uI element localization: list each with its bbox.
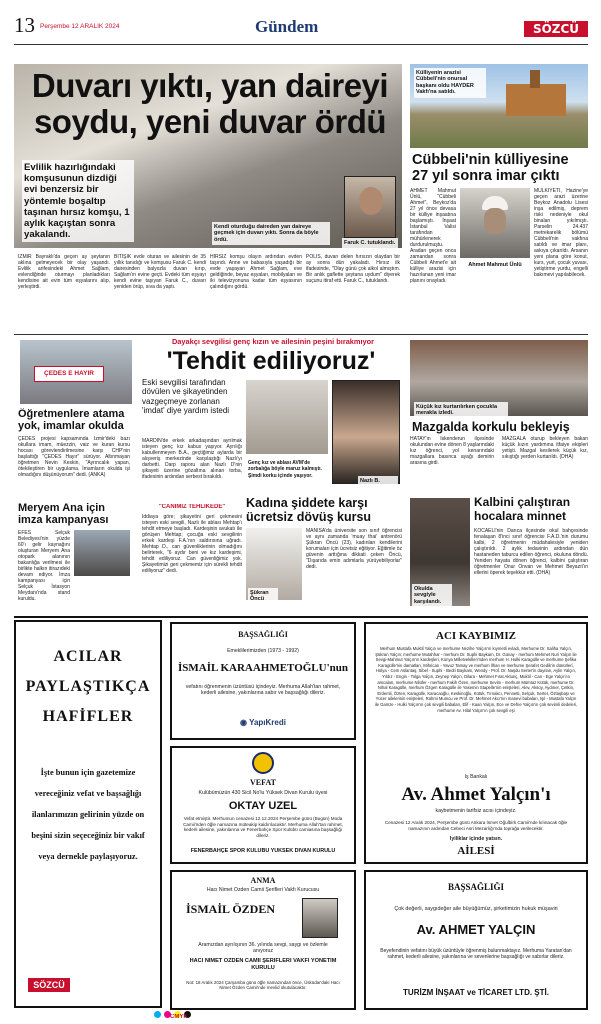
story-fight-course	[246, 494, 404, 614]
ozden-portrait	[302, 898, 338, 938]
course-inset: Şükran Öncü	[248, 588, 278, 605]
nazli-caption: Nazlı B.	[358, 476, 398, 486]
story1-col4: POLİS, duvarı delen hırsızın olaydan bir ay sonra dün yakaladı. Hırsız ilk ifadesinde, "Olay günü çok alkol almıştım. Bir anlık gaflette şeytana uydum" diyerek suçunu itiraf etti. Faruk C., tutuklandı.	[306, 254, 400, 284]
story-cedes	[14, 340, 132, 500]
story1-col2: BİTİŞİK evde oturan ve ailesinin de 35 yıllık tanıdığı ve komşusu Faruk C. kendi dairesinden balyozla duvarı kırıp, Sağlam'ın evine geçti. Evdeki tüm eşyayı kendi evine taşıyan Faruk C., duvarı yeniden örüp, sıva da yaptı.	[114, 254, 206, 290]
story6-headline: Kadına şiddete karşı ücretsiz dövüş kursu	[246, 496, 372, 524]
mall-photo	[246, 380, 328, 454]
suspect-caption: Faruk C. tutuklandı.	[342, 238, 398, 248]
page-header	[0, 0, 601, 44]
portrait-face	[484, 208, 506, 234]
ad5-name: Av. AHMET YALÇIN	[416, 922, 536, 937]
nazli-photo	[332, 380, 400, 484]
suspect-face	[359, 187, 383, 215]
ad1-text: vefatını öğrenmenin üzüntüsü içindeyiz. Merhuma Allah'tan rahmet, kederli ailesine, yakınlarına sabır ve başsağlığı dileriz.	[185, 684, 341, 697]
story3-subhead: "CANIMIZ TEHLİKEDE"	[158, 504, 226, 510]
ad-anma	[170, 870, 356, 1010]
ad4-sign: AİLESİ	[457, 845, 495, 857]
ad4-title: ACI KAYBIMIZ	[436, 630, 516, 642]
promo-line1: ACILAR	[53, 648, 123, 665]
cubbeli-portrait	[460, 188, 530, 258]
ad5-text2: Beyefendinin vefatını büyük üzüntüyle öğrenmiş bulunmaktayız. Merhuma Yaratan'dan rahmet, kederli ailesine, yakınlarına ve sevenlerine başsağlığı ve sabırlar dileriz.	[380, 948, 572, 961]
ad4-text: Merhum Mustafa Muktil Yalçın ve merhume Nezihe Yalçın'ın kıymetli evladı, Merhume Dr. Saliha Yalçın, Şükran Yalçın; merhume Mutahhar - merhum Dr. Suphi Baykam, Dr. Günay - merhum Mehmet Nuri Yalçın ile Sevgi-Mahmut Yalçın'ın kardeşleri, Konya Milletvekilleri'nden merhum H. Hulki Karagülle ve merhume Şefika Karagülle'nin damatları, Mihrican - Yavuz Tamay ve merhum İlhan ve merhume Şerafet Gedik'in dünürleri, Hülya - Cem Aslantaş, Sibel - Suphi - Bedri Baykam, Wendy - Prof. Dr. Naşdu Serter'in dayıları, Aylin Yalçın, Yıldız - Engin - Tolga Yalçın, Zeynep Yalçın, Dilara - Mehmet Fırat Aktunç, Muktil - Can - Ege Yalçın'ın amcaları, merhume Nilüfer - merhum Fakih Özen, merhume Sevim - merhum Mümtaz Kütük, merhume Dr. Nihal Karagülle, merhum Özgen Karagülle ile Yasemin Stapelle'nin enişteleri, Alev, Aksoy, Aydıner, Çetkin, Erdemli, Özten, Karagülle, Karacaoğlu, Keskinoğlu, Kütük, Tırnakcı, Pennetti, Selçuk, Serter, Öztaşbaşı ve Yücer ailelerinin enişteleri, Rahmi Mumcu ve Prof. Dr. Mehmet Akcı'nın manevi babaları, Işıl - Mustafa Yalçın ile Gamze - Hulki Yalçın'ın çok sevgili babaları, Elif - Kaan Yalçın, Ece ve Defne Yalçın'ın çok sevimli dedeleri, merhume Av. Hilal Yalçın'ın çok sevgili eşi	[374, 646, 578, 713]
ad3-title: ANMA	[250, 876, 276, 885]
story1-col1: İZMİR Bayraklı'da geçen ay şeytanın aklına gelmeyecek bir olay yaşandı. Evlilik arifesindeki Ahmet Sağlam, evlendiğinde oturmayı planladıkları kendisine ait evin tüm eşyalarını alıp, yerleştirdi.	[18, 254, 110, 290]
cyan-dot	[154, 1011, 161, 1018]
brand-logo	[524, 21, 588, 37]
story3-col1: MARDİN'de erkek arkadaşından ayrılmak isteyen genç kız kabus yaşıyor. Ayrılığı kabullenmeyen B.A., geçtiğimiz aylarda bir alışveriş merkezinde karşılaştığı Nazlı'yı darbetti. Darp raporu alan Nazlı D'nin şikayeti üzerine gözaltına alınan torba, ifadesinin ardından serbest bırakıldı.	[142, 438, 242, 480]
grate-caption: Küçük kız kurtarılırken çocukla merakla izledi.	[414, 402, 508, 419]
ad3-sub: Hacı Nimet Özden Camii Şerifleri Vakfı Kurucusu	[206, 887, 320, 893]
ad5-sign: TURİZM İNŞAAT ve TİCARET LTD. ŞTİ.	[403, 988, 549, 997]
ad-basssagligi-yapikredi	[170, 622, 356, 740]
ad-vefat-fenerbahce	[170, 746, 356, 864]
ad2-logo: VEFAT	[250, 778, 276, 787]
ad-promo	[14, 620, 162, 1008]
ad-aci-kaybimiz	[364, 622, 588, 864]
promo-body: İşte bunun için gazetemize vereceğiniz vefat ve başsağlığı ilanlarımızın gelirinin yüzde on beşini sizin seçeceğiniz bir vakıf veya dernekle paylaşıyoruz.	[31, 768, 145, 861]
promo-line3: HAFİFLER	[42, 708, 134, 725]
ad3-foot: Not: 18 Aralık 2024 Çarşamba günü öğle namazından önce, Üsküdar'daki Hacı Nimet Özden Camii'nde mevlid okutulacaktır.	[186, 980, 340, 991]
suspect-photo	[344, 176, 396, 238]
story4-headline: Öğretmenlere atama yok, imamlar okulda	[18, 408, 125, 433]
cmyk-label: CMYK	[170, 1014, 188, 1020]
story3-lead: Eski sevgilisi tarafından dövülen ve şikayetinden vazgeçmeye zorlanan 'imdat' diye yardım istedi	[142, 378, 230, 416]
story2-col1: AHMET Mahmut Ünlü, "Cübbeli Ahmet", Beykoz'da 27 yıl önce devasa bir külliye inşaatına başlamıştı. İnşaat İstanbul Valisi tarafından mühürlenerek durdurulmuştu. Aradan geçen onca zamandan sonra Cübbeli Ahmet'e ait külliye arazisi için hazırlanan yeni imar planını onayladı.	[410, 188, 456, 284]
promo-brand-text: SÖZCÜ	[33, 980, 65, 990]
ad2-text: Vefat etmiştir. Merhumun cenazesi 12.12.2024 Perşembe günü (Bugün) Moda Camii'nden öğle namazına müteakip kaldırılacaktır. Merhuma Allah'tan rahmet, kederli ailesine, yakınlarına ve Fenerbahçe Spor Kulübü camiasına başsağlığı dileriz.	[183, 816, 343, 838]
ad-turizm-basssagligi	[364, 870, 588, 1010]
story1-headline: Duvarı yıktı, yan daireyi soydu, yeni duvar ördü	[31, 68, 389, 140]
story1-col3: HIRSIZ komşu olayın ardından evden taşındı. Anne ve babasıyla yaşadığı bir evde yaşayan Ahmet Sağlam, eve geldiğinde, beyaz eşyaları, mobilyaları ve iki televizyonuna kadar tüm eşyasının çalındığını gördü.	[210, 254, 302, 290]
ad5-title: BAŞSAĞLIĞI	[447, 882, 505, 892]
ad4-thanks: İyiliklar içinde yatsın.	[449, 836, 503, 842]
ad1-name: İSMAİL KARAAHMETOĞLU'nun	[177, 662, 349, 674]
ad4-funeral: Cenazesi 12 Aralık 2024, Perşembe günü Ankara İsmet Oğulbirk Camii'nde kılınacak öğle namazının ardından Cebeci Asri Mezarlığı'nda toprağa verilecektir.	[384, 820, 568, 831]
complex-photo-caption: Külliyenin arazisi Cübbeli'nin onursal başkanı oldu HAYDER Vakfı'na satıldı.	[414, 68, 486, 98]
story5-headline: Meryem Ana için imza kampanyası	[18, 502, 109, 527]
story-meryem	[14, 500, 132, 612]
mall-caption: Genç kız ve ablası AVM'de zorbalığa böyle maruz kalmıştı. Şimdi korku içinde yaşıyor.	[246, 458, 330, 481]
complex-building	[506, 84, 566, 116]
portrait-caption: Ahmet Mahmut Ünlü	[460, 260, 530, 270]
ad4-pre: İş Bankalı	[464, 774, 488, 780]
story6-body: MANİSA'da üniversite son sınıf öğrencisi ve aynı zamanda 'muay thai' antrenörü Şükran Öncü (23), kadınları kendilerini korumaları için ücretsiz eğitiyor. Eğitimle öz güvenin arttığına dikkati çeken Öncü, "Dışarıda emin adımlarla yürüyebiliyorlar" dedi.	[306, 528, 402, 570]
story7-col2: MAZGALA oturup bekleyen bakan küçük kızın yardımına itfaiye ekipleri yetişti. Mazgal kesilerek küçük kız, sıkıştığı yerden kurtarıldı. (DHA)	[502, 436, 588, 460]
story2-headline: Cübbeli'nin külliyesine 27 yıl sonra imar çıktı	[412, 152, 569, 184]
ad1-sub: Emeklilerimizden (1973 - 1992)	[227, 648, 299, 654]
story8-body: KOCAELİ'nin Darıca ilçesinde okul bahçesinde fenalaşan 8'inci sınıf öğrencisi F.A.D.'nin durumu kalbi, 2 öğretmenin müdahalesiyle yeniden çalıştırıldı. 2 aylık tedavinin ardından dün hastaneden taburcu edilen öğrenci, okuluna döndü. Yeniden hayata dönen öğrenci, kalbini çalıştıran öğretmenler Onur Onvan ve Mehmet Beyazıt'ın ellerini öperek teşekkür etti. (DHA)	[474, 528, 588, 576]
ad2-sub: Kulübümüzün 430 Sicil No'lu Yüksek Divan Kurulu üyesi	[198, 790, 328, 796]
brand-logo-text: SÖZCÜ	[532, 22, 580, 36]
story7-col1: HATAY'ın İskenderun ilçesinde okulundan evine dönen 8 yaşlarındaki kız öğrenci, yol kenarındaki mazgallara basınca ayağı demirin arasına girdi.	[410, 436, 494, 466]
page-date: Perşembe 12 ARALIK 2024	[40, 23, 120, 30]
page-number: 13	[14, 14, 35, 36]
ad4-post: kaybetmenin tarifsiz acısı içindeyiz.	[435, 808, 517, 814]
story8-headline: Kalbini çalıştıran hocalara minnet	[474, 496, 571, 523]
story3-headline: 'Tehdit ediliyoruz'	[166, 347, 376, 375]
ad1-title: BAŞSAĞLIĞI	[238, 630, 288, 639]
story4-body: ÇEDES projesi kapsamında İzmir'deki bazı okullara imam, müezzin, vaiz ve kuran kursu hocası görevlendirilmesine karşı CHP'nin başlattığı "ÇEDES Hayır" sürüyor. Altınmayan öğretmen Nevin Keskin, "Ayrıncalık yapan, ötekileştiren bir uygulama. İmamların okulda işi olmadığını düşünüyorum" dedi. (ANKA)	[18, 436, 130, 478]
story2-col2: MÜLKİYETİ, Hazine'ye geçen arazi üzerine Beykoz Anadolu Lisesi inşa edilmiş, deprem riski nedeniyle okul binaları yıkılmıştı. Parselin 24.437 metrekarelik bölümü Cübbeli'nin vakfına satıldı ve imar planı, askıya çıkarıldı. Arsanın yeni plana göre konut, kurs, yurt, çocuk yuvası, yetiştirme yurdu, engelli bakımevi yapılabilecek.	[534, 188, 588, 278]
ad2-sign: FENERBAHÇE SPOR KULÜBÜ YÜKSEK DİVAN KURULU	[190, 848, 336, 854]
ad1-sign: ◉ YapıKredi	[240, 718, 286, 727]
ad3-sign: HACI NİMET ÖZDEN CAMİİ ŞERİFLERİ VAKFI YÖNETİM KURULU	[189, 958, 337, 971]
petition-photo	[74, 530, 130, 576]
ads-rule	[14, 616, 588, 618]
ad5-text1: Çok değerli, saygıdeğer aile büyüğümüz, şirketimizin hukuk müşaviri	[394, 906, 558, 912]
ad3-name: İSMAİL ÖZDEN	[186, 902, 276, 916]
section-title: Gündem	[255, 17, 319, 36]
yapikredi-logo-icon: ◉	[240, 718, 250, 727]
story-cubbeli	[410, 64, 588, 330]
protest-photo	[20, 340, 132, 404]
story-heart	[410, 494, 588, 614]
school-caption: Okulda sevgiyle karşılandı.	[412, 584, 452, 607]
story1-lead: Evlilik hazırlığındaki komşusunun dizdiği evi benzersiz bir yöntemle boşaltıp taşınan hırsız komşu, 1 aylık kaçıştan sonra yakalandı.	[22, 160, 134, 242]
story3-col2: İddiaya göre; şikayetini geri çekmesini isteyen eski sevgili, Nazlı ile ablası Mehtap'ı tehdit etmeye başladı. Kardeşinin avukatı ile görüşen Mehtap; çocuğa eski sevgilinin erkek kardeşi F.A.'nın saldırısına uğradı. Mehtap D., can güvenliklerinin olmadığını belirterek, "6 aydır beni ve kız kardeşimi, tehdit ediliyoruz. Can güvenliğimiz yok. Şikayetimizi geri çekmemiz için sürekli tehdit ediliyoruz" dedi.	[142, 514, 242, 574]
story-grate	[410, 340, 588, 490]
story5-body: EFES Selçuk Belediyesi'nin yüzde 60'ı gelir kaynağını oluşturan Meryem Ana otopark alanının bakanlığa verilmesi ile birlikte halkın itirazıdeki devam ediyor. İmza kampanyası için Selçuk İstasyon Meydanı'nda stand kuruldu.	[18, 530, 70, 602]
wall-photo-caption: Kendi oturduğu daireden yan daireye geçmek için duvarı yıktı. Sonra da böyle ördü.	[212, 222, 330, 245]
story3-kicker: Dayakçı sevgilisi genç kızın ve ailesinin peşini bırakmıyor	[171, 337, 375, 346]
protest-banner: ÇEDES E HAYIR	[34, 366, 104, 382]
promo-line2: PAYLAŞTIKÇA	[25, 678, 151, 695]
promo-brand-logo	[28, 978, 70, 992]
complex-tower	[530, 70, 540, 88]
ad2-name: OKTAY UZEL	[228, 800, 298, 812]
story-wall-burglary	[14, 64, 402, 330]
ad3-text: Aramızdan ayrılışının 36. yılında sevgi, saygı ve özlemle anıyoruz	[198, 942, 328, 955]
fenerbahce-logo-icon	[252, 752, 274, 774]
ad4-name: Av. Ahmet Yalçın'ı	[401, 784, 551, 805]
header-rule	[14, 44, 588, 45]
story7-headline: Mazgalda korkulu bekleyiş	[412, 420, 570, 434]
